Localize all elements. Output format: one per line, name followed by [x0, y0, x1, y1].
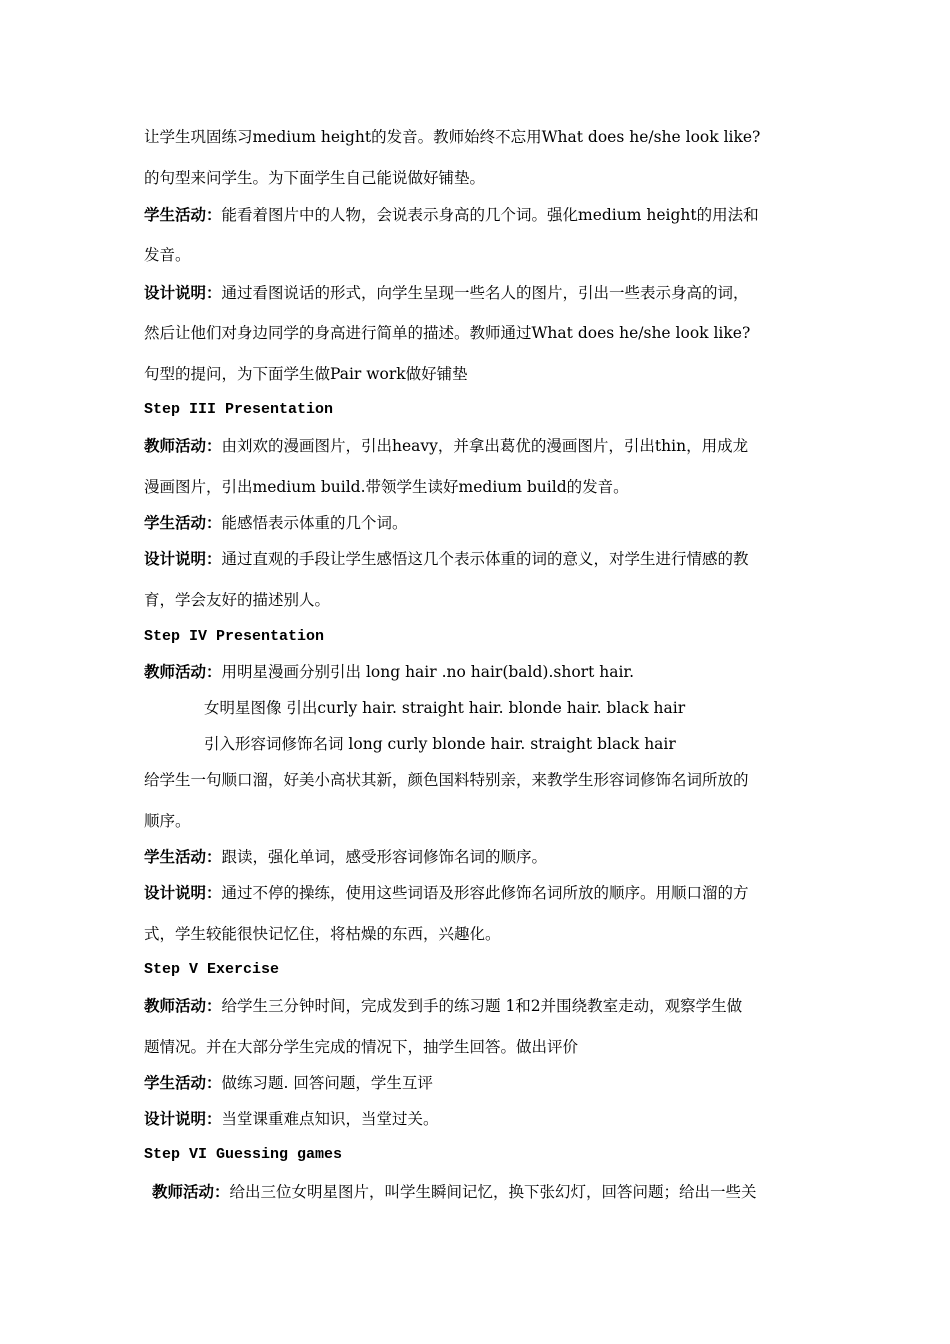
design-note-line: 设计说明：通过看图说话的形式，向学生呈现一些名人的图片，引出一些表示身高的词，: [144, 284, 749, 302]
design-note-line: 设计说明：通过不停的操练，使用这些词语及形容此修饰名词所放的顺序。用顺口溜的方: [144, 884, 749, 902]
student-activity-label: 学生活动：: [144, 848, 222, 866]
paragraph-line: 句型的提问，为下面学生做Pair work做好铺垫: [144, 365, 468, 383]
step-heading-3: Step III Presentation: [144, 401, 334, 418]
teacher-activity-line: 教师活动：给学生三分钟时间，完成发到手的练习题 1和2并围绕教室走动，观察学生做: [144, 997, 743, 1015]
design-note-label: 设计说明：: [144, 284, 222, 302]
indented-line: 引入形容词修饰名词 long curly blonde hair. straight black hair: [204, 735, 676, 753]
student-activity-label: 学生活动：: [144, 206, 222, 224]
student-activity-line: 学生活动：做练习题. 回答问题，学生互评: [144, 1074, 433, 1092]
teacher-activity-line: 教师活动：给出三位女明星图片，叫学生瞬间记忆，换下张幻灯，回答问题；给出一些关: [152, 1183, 757, 1201]
paragraph-line: 让学生巩固练习medium height的发音。教师始终不忘用What does he/she look like?: [144, 128, 761, 146]
student-activity-line: 学生活动：能感悟表示体重的几个词。: [144, 514, 408, 532]
paragraph-line: 发音。: [144, 246, 191, 264]
design-note-label: 设计说明：: [144, 884, 222, 902]
paragraph-line: 题情况。并在大部分学生完成的情况下，抽学生回答。做出评价: [144, 1038, 579, 1056]
design-note-label: 设计说明：: [144, 1110, 222, 1128]
paragraph-line: 漫画图片，引出medium build.带领学生读好medium build的发音。: [144, 478, 629, 496]
design-note-line: 设计说明：当堂课重难点知识，当堂过关。: [144, 1110, 439, 1128]
teacher-activity-label: 教师活动：: [144, 437, 222, 455]
student-activity-line: 学生活动：能看着图片中的人物，会说表示身高的几个词。强化medium height的用法和: [144, 206, 759, 224]
design-note-label: 设计说明：: [144, 550, 222, 568]
teacher-activity-line: 教师活动：用明星漫画分别引出 long hair .no hair(bald).short hair.: [144, 663, 635, 681]
paragraph-line: 式，学生较能很快记忆住，将枯燥的东西，兴趣化。: [144, 925, 501, 943]
student-activity-line: 学生活动：跟读，强化单词，感受形容词修饰名词的顺序。: [144, 848, 548, 866]
teacher-activity-label: 教师活动：: [144, 997, 222, 1015]
student-activity-label: 学生活动：: [144, 1074, 222, 1092]
student-activity-label: 学生活动：: [144, 514, 222, 532]
paragraph-line: 的句型来问学生。为下面学生自己能说做好铺垫。: [144, 169, 486, 187]
paragraph-line: 育，学会友好的描述别人。: [144, 591, 331, 609]
paragraph-line: 给学生一句顺口溜，好美小高状其新，颜色国料特别亲，来教学生形容词修饰名词所放的: [144, 771, 749, 789]
paragraph-line: 顺序。: [144, 812, 191, 830]
paragraph-line: 然后让他们对身边同学的身高进行简单的描述。教师通过What does he/she look like?: [144, 324, 751, 342]
indented-line: 女明星图像 引出curly hair. straight hair. blonde hair. black hair: [204, 699, 686, 717]
step-heading-4: Step IV Presentation: [144, 628, 325, 645]
design-note-line: 设计说明：通过直观的手段让学生感悟这几个表示体重的词的意义，对学生进行情感的教: [144, 550, 749, 568]
teacher-activity-line: 教师活动：由刘欢的漫画图片，引出heavy，并拿出葛优的漫画图片，引出thin，用成龙: [144, 437, 749, 455]
step-heading-6: Step VI Guessing games: [144, 1146, 343, 1163]
step-heading-5: Step V Exercise: [144, 961, 280, 978]
teacher-activity-label: 教师活动：: [144, 663, 222, 681]
teacher-activity-label: 教师活动：: [152, 1183, 230, 1201]
